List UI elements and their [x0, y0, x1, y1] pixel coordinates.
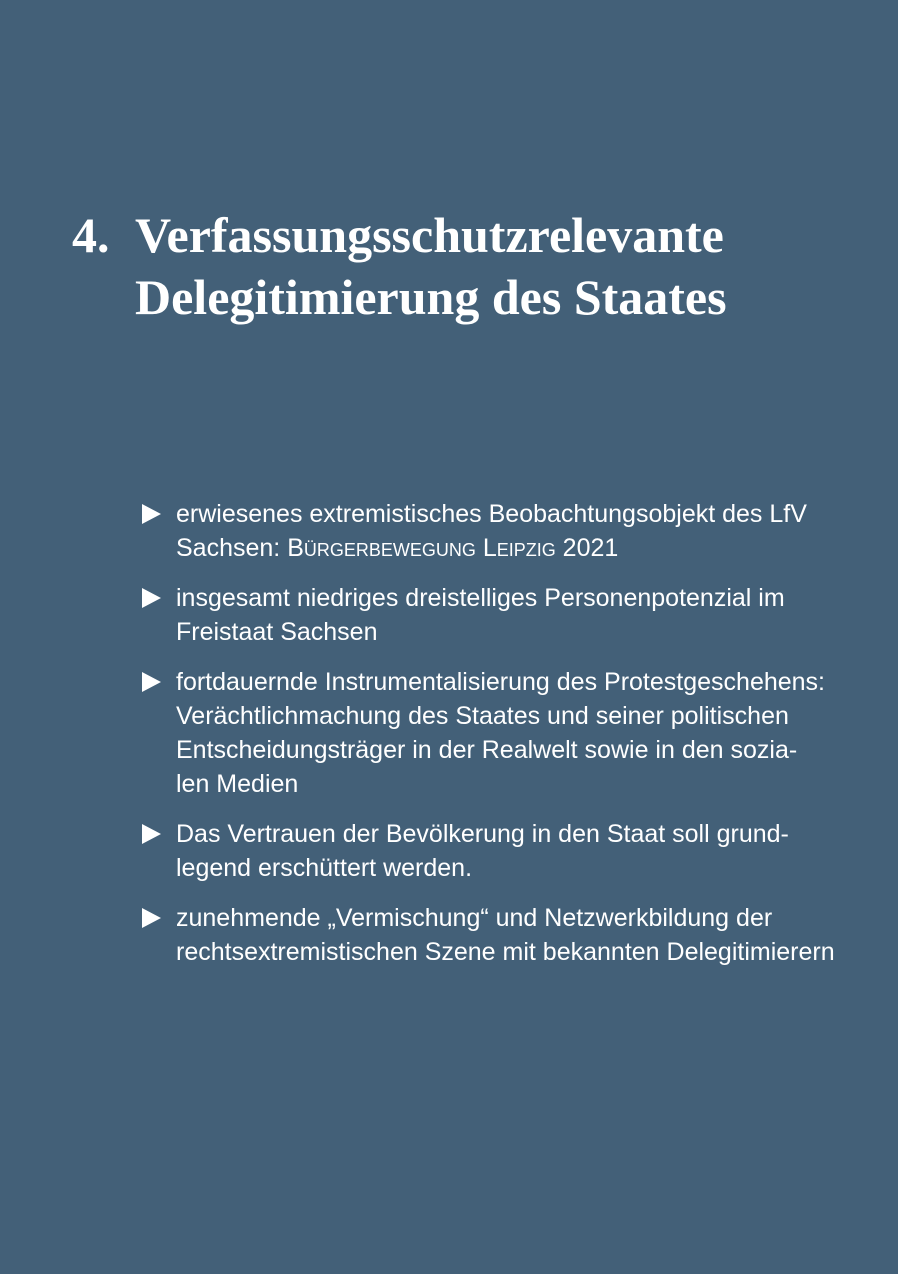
triangle-right-icon: [140, 665, 176, 699]
bullet-line: Verächtlichmachung des Staates und seiner politischen: [176, 702, 789, 730]
bullet-line: erwiesenes extremistisches Beobachtungsobjekt des LfV: [176, 500, 807, 528]
bullet-item-1: [140, 497, 840, 565]
bullet-text-5: [176, 901, 840, 969]
bullet-item-5: [140, 901, 840, 969]
bullet-line-prefix: Sachsen:: [176, 534, 288, 562]
bullet-text-3: [176, 665, 840, 801]
bullet-line: Freistaat Sachsen: [176, 618, 378, 646]
bullet-line: Das Vertrauen der Bevölkerung in den Staat soll grund-: [176, 820, 789, 848]
bullet-line: insgesamt niedriges dreistelliges Personenpotenzial im: [176, 584, 785, 612]
bullet-line: fortdauernde Instrumentalisierung des Protestgeschehens:: [176, 668, 825, 696]
bullet-item-2: [140, 581, 840, 649]
section-title-line-1: Verfassungsschutzrelevante: [135, 206, 724, 263]
triangle-right-icon: [140, 817, 176, 851]
bullet-line: rechtsextremistischen Szene mit bekannten Delegitimierern: [176, 938, 835, 966]
bullet-line: zunehmende „Vermischung“ und Netzwerkbildung der: [176, 904, 773, 932]
bullet-list: [140, 497, 840, 985]
organization-name: Bürgerbewegung Leipzig: [287, 534, 556, 562]
bullet-line: len Medien: [176, 770, 299, 798]
section-title: [135, 204, 727, 328]
bullet-item-4: [140, 817, 840, 885]
section-heading: [72, 204, 727, 328]
triangle-right-icon: [140, 581, 176, 615]
bullet-text-1: [176, 497, 840, 565]
bullet-text-4: [176, 817, 840, 885]
bullet-text-2: [176, 581, 840, 649]
section-title-line-2: Delegitimierung des Staates: [135, 268, 727, 325]
triangle-right-icon: [140, 901, 176, 935]
bullet-line: legend erschüttert werden.: [176, 854, 473, 882]
bullet-line-suffix: 2021: [555, 534, 619, 562]
section-number: 4.: [72, 206, 110, 263]
bullet-line: [176, 531, 840, 565]
triangle-right-icon: [140, 497, 176, 531]
bullet-line: Entscheidungsträger in der Realwelt sowie in den sozia-: [176, 736, 798, 764]
bullet-item-3: [140, 665, 840, 801]
